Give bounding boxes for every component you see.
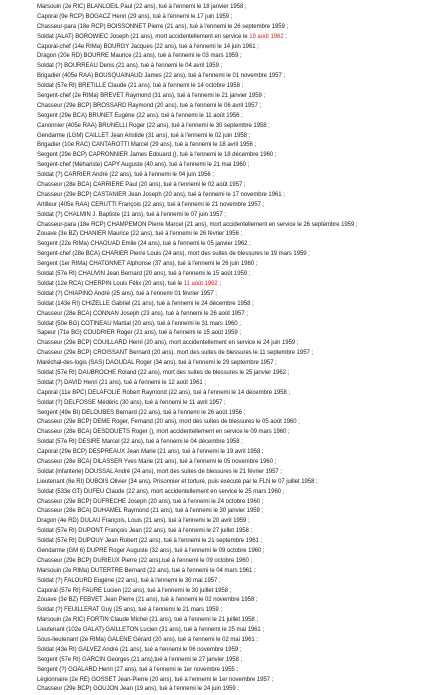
list-entry [37,448,418,458]
list-entry [37,270,418,280]
entry-text: Chasseur (29e BCP) CROISSANT Bernard (20 ans), mort des suites de blessures le 11 septembre 1957 ; [37,350,314,357]
entry-text: Canonnier (405e RAA) BRUNELLI Roger (22 ans), tué à l'ennemi le 30 septembre 1958 ; [37,122,270,129]
entry-suffix: ; [283,33,287,40]
entry-text: Soldat (?) FALOURD Eugène (22 ans), tué à l'ennemi le 30 mai 1957 ; [37,577,221,584]
list-entry [37,409,418,419]
entry-text: Soldat (143e RI) CHIZELLE Gabriel (21 ans), tué à l'ennemi le 24 décembre 1958 ; [37,300,254,307]
entry-text: Gendarme (GM 6) DUPRE Roger Auguste (32 ans), tué à l'ennemi le 09 octobre 1960 ; [37,547,265,554]
entry-text: Zouave (3e BZ) CHANIER Maurice (22 ans), tué à l'ennemi le 26 février 1956 ; [37,231,243,238]
list-entry [37,230,418,240]
list-entry [37,676,418,686]
list-entry [37,537,418,547]
entry-text: Soldat (ALAT) BOROWIEC Joseph (21 ans), mort accidentellement en service le [37,33,250,40]
list-entry [37,320,418,330]
entry-text: Brigadier (10e RAC) CANTAROTTI Marcel (29 ans), tué à l'ennemi le 18 avril 1956 ; [37,142,257,149]
list-entry [37,33,418,43]
entry-text: Légionnaire (2e RE) GOSSET Jean-Pierre (20 ans), tué à l'ennemi le 1er novembre 1957 ; [37,676,274,683]
list-entry [37,369,418,379]
list-entry [37,300,418,310]
entry-text: Sergent-chef (28e BCA) CHARIER Pierre Louis (24 ans), mort des suites de blessures le 19 mars 1959 ; [37,251,310,258]
list-entry [37,507,418,517]
list-entry [37,339,418,349]
list-entry [37,468,418,478]
list-entry [37,428,418,438]
list-entry [37,280,418,290]
entry-text: Chasseur (28e BCA) CONNAN Joseph (23 ans), tué à l'ennemi le 26 août 1957 ; [37,310,248,317]
list-entry [37,250,418,260]
entry-text: Sergent (49e BI) DELOUBES Bernard (22 ans), tué à l'ennemi le 26 août 1956 ; [37,409,246,416]
list-entry [37,616,418,626]
entry-text: Sergent-chef (Méhariste) CAPY Auguste (40 ans), tué à l'ennemi le 21 mai 1960 ; [37,162,250,169]
list-entry [37,517,418,527]
list-entry [37,606,418,616]
entry-text: Soldat (533e GT) DUFEU Claude (22 ans), mort accidentellement en service le 25 mars 1960 ; [37,488,285,495]
entry-suffix: ; [217,280,221,287]
list-entry [37,151,418,161]
entry-text: Artilleur (405e RAA) CERUTTI François (22 ans), tué à l'ennemi le 21 novembre 1957 ; [37,201,265,208]
list-entry [37,488,418,498]
highlighted-date: 11 août 1962 [183,280,218,287]
list-entry [37,141,418,151]
list-entry [37,636,418,646]
list-entry [37,62,418,72]
list-entry [37,418,418,428]
list-entry [37,221,418,231]
entry-text: Caporal-chef (14e RIMa) BOURGY Jacques (22 ans), tué à l'ennemi le 14 juin 1961 ; [37,43,259,50]
casualty-list [37,3,418,695]
entry-text: Soldat (?) CARRIER André (22 ans), tué à l'ennemi le 04 juin 1956 ; [37,172,214,179]
entry-text: Soldat (infanterie) DOUSSAL André (24 ans), mort des suites de blessures le 21 février 1957 ; [37,468,282,475]
list-entry [37,379,418,389]
list-entry [37,310,418,320]
list-entry [37,359,418,369]
entry-text: Sergent (22e RIMa) CHAOUAD Emile (24 ans), tué à l'ennemi le 05 janvier 1962 ; [37,241,251,248]
list-entry [37,626,418,636]
list-entry [37,547,418,557]
entry-text: Gendarme (LGM) CAILLET Jean Aristide (31 ans), tué à l'ennemi le 02 juin 1958 ; [37,132,251,139]
entry-text: Marsouin (2e RIMa) DUTERTRE Bernard (22 ans), tué à l'ennemi le 04 mars 1961 ; [37,567,256,574]
entry-text: Chasseur (28e BCA) CARRIERE Paul (20 ans), tué à l'ennemi le 02 août 1957 ; [37,182,246,189]
list-entry [37,92,418,102]
entry-text: Sergent (1er RIMa) CHATONNET Alphonse (37 ans), tué à l'ennemi le 26 juin 1960 ; [37,261,258,268]
list-entry [37,23,418,33]
entry-text: Soldat (?) CHIAPINO André (25 ans), tué à l'ennemi 01 février 1957 ; [37,290,217,297]
entry-text: Sergent-chef (2e RIMa) BREVET Raymond (31 ans), tué à l'ennemi le 21 janvier 1959 ; [37,93,266,100]
entry-text: Sergent (29e BCP) CAPRONNIER James Édouard (), tué à l'ennemi le 18 décembre 1960 ; [37,152,277,159]
entry-text: Lieutenant (102e GALAT) GAILLETON Lucien (31 ans), tué à l'ennemi le 25 mai 1961 ; [37,627,264,634]
entry-text: Soldat (57e RI) BRETILLE Claude (21 ans), tué à l'ennemi le 14 octobre 1958 ; [37,83,244,90]
entry-text: Chasseur (29e BCP) GOUJON Jean (19 ans), tué à l'ennemi le 24 juin 1959 ; [37,686,239,693]
entry-text: Sergent (57e RI) GARCIN Georges (21 ans),tué à l'ennemi le 27 janvier 1958 ; [37,656,243,663]
list-entry [37,132,418,142]
entry-text: Caporal (29e BCP) DESPREAUX Jean Marie (21 ans), tué à l'ennemi le 19 avril 1958 ; [37,449,264,456]
list-entry [37,82,418,92]
entry-text: Chasseur (29e BCP) DEME Roger, Fernand (20 ans), mort des suites de blessures le 05 août 1960 ; [37,419,300,426]
entry-text: Sergent (?) GOALARD Henri (27 ans), tué à l'ennemi le 1er novembre 1955 ; [37,666,238,673]
list-entry [37,498,418,508]
entry-text: Soldat (?) BOURREAU Denis (21 ans), tué à l'ennemi le 04 avril 1959 ; [37,63,223,70]
entry-text: Soldat (?) FEUILLERAT Guy (25 ans), tué à l'ennemi le 21 mars 1959 ; [37,607,222,614]
list-entry [37,596,418,606]
list-entry [37,260,418,270]
entry-text: Caporal (11e BPC) DELAFOLIE Robert Raymond (22 ans), tué à l'ennemi le 14 décembre 1958 ; [37,389,291,396]
list-entry [37,577,418,587]
list-entry [37,181,418,191]
entry-text: Lieutenant (8e RI) DUBOIS Olivier (34 ans), Prisonnier et torturé, puis exécuté par le FLN le 07 juillet 1958 ; [37,478,318,485]
list-entry [37,201,418,211]
entry-text: Chasseur (28e BCA) DESDOUETS Roger (), mort accidentellement en service le 09 mars 1960 ; [37,429,290,436]
list-entry [37,240,418,250]
entry-text: Sous-lieutenant (2e RIMa) GALENE Gérard (20 ans), tué à l'ennemi le 02 mai 1961 ; [37,637,258,643]
entry-text: Soldat (57e RI) DESIRE Marcel (22 ans), tué à l'ennemi le 04 décembre 1958 ; [37,439,243,446]
list-entry [37,13,418,23]
entry-text: Caporal (57e RI) FAURE Lucien (22 ans), tué à l'ennemi le 30 juillet 1958 ; [37,587,232,594]
entry-text: Brigadier (405e RAA) BOUSQUAINAUD James (22 ans), tué à l'ennemi le 01 novembre 1957 ; [37,73,285,80]
entry-text: Sergent (29e BCA) BRUNET Eugène (22 ans), tué à l'ennemi le 11 août 1956 ; [37,112,243,119]
list-entry [37,587,418,597]
highlighted-date: 19 août 1962 [249,33,284,40]
entry-text: Maréchal-des-logis (SAS) DAOUDAL Roger (34 ans), tué à l'ennemi le 29 septembre 1957 ; [37,360,277,367]
list-entry [37,666,418,676]
list-entry [37,458,418,468]
entry-text: Chasseur (29e BCP) DUFRECHE Joseph (20 ans), tué à l'ennemi le 24 octobre 1960 ; [37,498,264,505]
entry-text: Soldat (57e RI) DUPOUY Jean Robert (22 ans), tué à l'ennemi le 21 septembre 1961 ; [37,538,263,545]
list-entry [37,478,418,488]
list-entry [37,389,418,399]
entry-text: Chasseur (29e BCP) COUILLARD Henri (20 ans), mort accidentellement en service le 24 juin 1959 ; [37,340,299,347]
entry-text: Chasseur (29e BCP) CASTANIER Jean Joseph (20 ans), tué à l'ennemi le 17 novembre 1961 ; [37,191,285,198]
list-entry [37,557,418,567]
entry-text: Sapeur (71e BG) COUDRIER Roger (21 ans), tué à l'ennemi le 15 août 1959 ; [37,330,241,337]
list-entry [37,349,418,359]
list-entry [37,3,418,13]
entry-text: Chasseur (29e BCP) DURIEUX Pierre (22 ans),tué à l'ennemi le 09 octobre 1960 ; [37,557,253,564]
entry-text: Soldat (?) CHALMIN J. Baptiste (21 ans), tué à l'ennemi le 07 juin 1957 ; [37,211,226,218]
entry-text: Chasseur (28e BCA) DUHAMEL Raymond (21 ans), tué à l'ennemi le 30 janvier 1959 ; [37,508,264,515]
list-entry [37,685,418,695]
entry-text: Soldat (43e RI) GALVEZ André (21 ans), tué à l'ennemi le 06 novembre 1959 ; [37,646,242,653]
entry-text: Marsouin (2e RIC) BLANLOEIL Paul (22 ans), tué à l'ennemi le 18 janvier 1958 ; [37,4,247,10]
list-entry [37,43,418,53]
entry-text: Dragon (20e RD) BOURRE Maurice (21 ans), tué à l'ennemi le 03 mars 1959 ; [37,53,242,60]
entry-text: Dragon (4e RD) DULAU François, Louis (21 ans), tué à l'ennemi le 20 avril 1959 ; [37,518,250,525]
entry-text: Soldat (?) DELFOSSE Médéric (30 ans), tué à l'ennemi le 11 avril 1957 ; [37,399,226,406]
list-entry [37,656,418,666]
entry-text: Soldat (57e RI) DUPONT François Jean (22 ans), tué à l'ennemi le 27 juillet 1958 ; [37,528,253,535]
list-entry [37,527,418,537]
list-entry [37,211,418,221]
list-entry [37,191,418,201]
entry-text: Zouave (3e BZ) FEBVET Jean Pierre (21 ans), tué à l'ennemi le 02 novembre 1958 ; [37,597,258,604]
list-entry [37,171,418,181]
list-entry [37,646,418,656]
entry-text: Marsouin (2e RIC) FORTIN Claude Michel (21 ans), tué à l'ennemi le 21 juillet 1958 ; [37,617,258,624]
entry-text: Caporal (9e RCP) BOGACZ Henri (29 ans), tué à l'ennemi le 17 juin 1959 ; [37,13,233,20]
list-entry [37,438,418,448]
list-entry [37,161,418,171]
entry-text: Chasseur-para (18e RCP) BOISSONNET Pierre (21 ans), tué à l'ennemi le 26 septembre 1959 ; [37,23,289,30]
entry-text: Chasseur (28e BCA) DILASSER Yves Marie (21 ans), tué à l'ennemi le 05 novembre 1960 ; [37,458,277,465]
list-entry [37,122,418,132]
entry-text: Soldat (57e RI) DAUBROCHE Roland (22 ans), mort des suites de blessures le 25 janvier 1962 ; [37,369,290,376]
list-entry [37,112,418,122]
entry-text: Soldat (12e RCA) CHERPIN Louis Félix (20 ans), tué le [37,280,184,287]
entry-text: Chasseur-para (18e RCP) CHAMPEMON Pierre Marcel (21 ans), mort accidentellement en service le 26 septembre 1959 ; [37,221,358,228]
list-entry [37,52,418,62]
list-entry [37,72,418,82]
list-entry [37,290,418,300]
entry-text: Chasseur (29e BCP) BROSSARD Raymond (20 ans), tué à l'ennemi le 06 avril 1957 ; [37,102,261,109]
entry-text: Soldat (?) DAVID Henri (21 ans), tué à l'ennemi le 12 août 1961 ; [37,379,206,386]
list-entry [37,567,418,577]
entry-text: Soldat (50e BG) COTINEAU Martial (20 ans), tué à l'ennemi le 31 mars 1960 ; [37,320,241,327]
list-entry [37,399,418,409]
list-entry [37,329,418,339]
list-entry [37,102,418,112]
entry-text: Soldat (57e RI) CHAUVIN Jean Bernard (20 ans), tué à l'ennemi le 15 août 1959 ; [37,271,251,278]
